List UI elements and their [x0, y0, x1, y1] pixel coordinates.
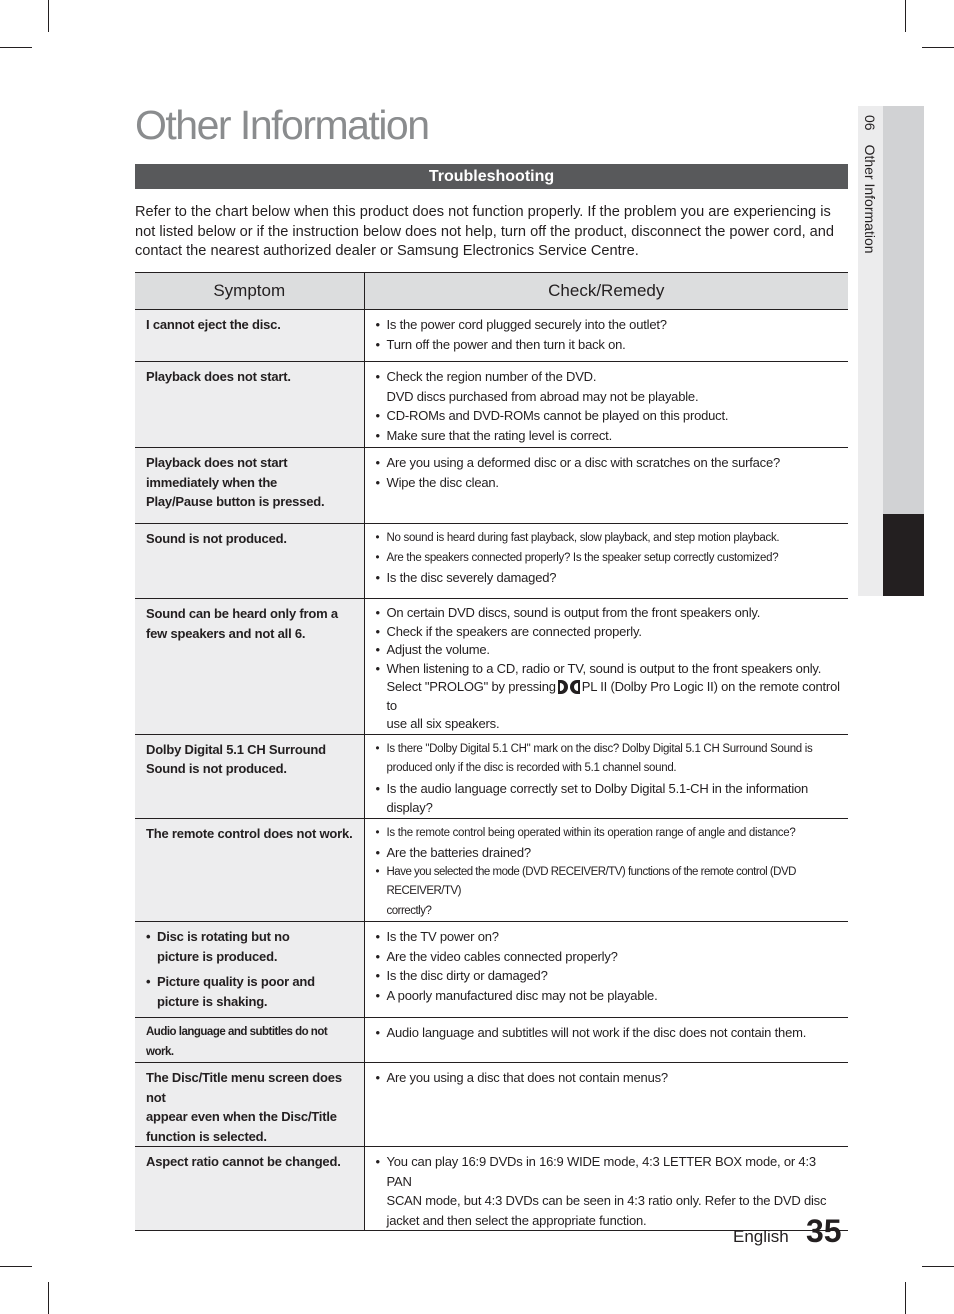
symptom-cell [135, 818, 364, 922]
remedy-item: • Wipe the disc clean. [376, 473, 843, 493]
remedy-item: • No sound is heard during fast playback, slow playback, and step motion playback. [376, 529, 843, 549]
table-row [135, 1018, 848, 1063]
symptom-cell [135, 1018, 364, 1063]
remedy-item: • Is the TV power on? [376, 927, 843, 947]
remedy-item: • Adjust the volume. [376, 641, 843, 660]
remedy-cell [364, 448, 848, 524]
bullet-icon: • [375, 551, 380, 564]
remedy-cell [364, 362, 848, 448]
bullet-icon: • [375, 532, 380, 544]
symptom-cell [135, 310, 364, 362]
symptom-cell [135, 734, 364, 818]
bullet-icon: • [375, 570, 380, 585]
bullet-icon: • [375, 968, 380, 983]
bullet-icon: • [375, 660, 380, 676]
remedy-cell [364, 818, 848, 922]
remedy-item: • Is the remote control being operated within its operation range of angle and distance? [376, 824, 843, 844]
bullet-icon: • [375, 455, 380, 470]
symptom-text: Dolby Digital 5.1 CH Surround [146, 741, 326, 757]
symptom-text: Sound is not produced. [146, 761, 287, 776]
bullet-icon: • [375, 1025, 380, 1040]
table-row [135, 734, 848, 818]
remedy-item: • CD-ROMs and DVD-ROMs cannot be played on this product. [376, 406, 843, 426]
remedy-item: • Make sure that the rating level is correct. [376, 426, 843, 446]
bullet-icon: • [375, 408, 380, 423]
remedy-item: • Is the power cord plugged securely into the outlet? [376, 315, 843, 335]
symptom-text: Aspect ratio cannot be changed. [146, 1154, 341, 1169]
chapter-label: Other Information [862, 144, 878, 254]
crop-mark [905, 0, 906, 32]
troubleshooting-table [135, 272, 848, 1231]
remedy-cell [364, 1063, 848, 1147]
footer-language: English [733, 1227, 789, 1246]
crop-mark [905, 1282, 906, 1314]
remedy-item: • Are the batteries drained? [376, 843, 843, 863]
bullet-icon: • [146, 974, 151, 989]
symptom-list-item: • Picture quality is poor and picture is shaking. [146, 974, 315, 1009]
remedy-item: • Turn off the power and then turn it back on. [376, 335, 843, 355]
bullet-icon: • [375, 369, 380, 384]
symptom-text: Playback does not start. [146, 369, 291, 384]
table-row [135, 310, 848, 362]
page-number: 35 [806, 1213, 842, 1249]
symptom-text: Playback does not start [146, 455, 288, 470]
remedy-item: • Check if the speakers are connected properly. [376, 623, 843, 642]
symptom-text: The remote control does not work. [146, 825, 353, 841]
remedy-item: • Is the audio language correctly set to Dolby Digital 5.1-CH in the information display? [375, 780, 809, 815]
remedy-item: • A poorly manufactured disc may not be playable. [376, 986, 843, 1006]
remedy-item: • Audio language and subtitles will not work if the disc does not contain them. [376, 1023, 843, 1043]
intro-paragraph: Refer to the chart below when this product does not function properly. If the problem you are experiencing is not listed below or if the instruction below does not help, turn off the product, disconnect the power cord, and contact the nearest authorized dealer or Samsung Electronics Service Centre. [135, 204, 835, 260]
symptom-text: I cannot eject the disc. [146, 317, 281, 332]
symptom-cell [135, 448, 364, 524]
bullet-icon: • [146, 929, 151, 944]
crop-mark [0, 1266, 32, 1267]
table-row [135, 922, 848, 1018]
symptom-cell [135, 922, 364, 1018]
symptom-text: few speakers and not all 6. [146, 625, 306, 641]
remedy-item: • Are the video cables connected properly? [376, 947, 843, 967]
bullet-icon: • [375, 742, 380, 755]
bullet-icon: • [375, 474, 380, 490]
remedy-item: • You can play 16:9 DVDs in 16:9 WIDE mode, 4:3 LETTER BOX mode, or 4:3 PAN SCAN mode, but 4:3 DVDs can be seen in 4:3 ratio only. Refer to the DVD disc jacket and then select the appropriate function. [375, 1154, 827, 1228]
symptom-text: Audio language and subtitles do not work. [146, 1026, 328, 1058]
page-title: Other Information [135, 102, 429, 148]
table-row [135, 1063, 848, 1147]
bullet-icon: • [375, 642, 380, 657]
table-row [135, 599, 848, 735]
table-row [135, 818, 848, 922]
remedy-item: • Check the region number of the DVD. DVD discs purchased from abroad may not be playable. [375, 369, 699, 404]
remedy-item: • Are you using a disc that does not contain menus? [376, 1068, 843, 1088]
symptom-cell [135, 599, 364, 735]
remedy-cell [364, 1018, 848, 1063]
table-row [135, 362, 848, 448]
symptom-text: function is selected. [146, 1128, 267, 1144]
symptom-list-item: • Disc is rotating but no picture is produced. [146, 929, 290, 964]
crop-mark [0, 47, 32, 48]
bullet-icon: • [375, 826, 380, 839]
bullet-icon: • [375, 427, 380, 443]
symptom-header: Symptom [135, 273, 364, 310]
symptom-text: Sound is not produced. [146, 531, 287, 546]
remedy-item: • Is there "Dolby Digital 5.1 CH" mark on the disc? Dolby Digital 5.1 CH Surround Sound is produced only if the disc is recorded with 5.1 channel sound. [376, 740, 843, 779]
bullet-icon: • [375, 865, 380, 878]
symptom-text: immediately when the [146, 474, 278, 490]
remedy-cell [364, 922, 848, 1018]
remedy-cell [364, 734, 848, 818]
remedy-cell [364, 310, 848, 362]
remedy-item: • Are the speakers connected properly? Is the speaker setup correctly customized? [376, 549, 843, 569]
chapter-number: 06 [862, 115, 878, 131]
symptom-cell [135, 1063, 364, 1147]
section-heading: Troubleshooting [135, 164, 848, 189]
table-row [135, 524, 848, 599]
symptom-cell [135, 524, 364, 599]
table-header-row [135, 273, 848, 310]
symptom-text: appear even when the Disc/Title [146, 1109, 337, 1124]
bullet-icon: • [375, 1154, 380, 1169]
crop-mark [48, 0, 49, 32]
table-row [135, 448, 848, 524]
bullet-icon: • [375, 317, 380, 332]
crop-mark [48, 1282, 49, 1314]
remedy-cell [364, 524, 848, 599]
bullet-icon: • [375, 623, 380, 639]
bullet-icon: • [375, 948, 380, 964]
table-row [135, 1147, 848, 1231]
crop-mark [922, 1266, 954, 1267]
remedy-item: • Is the disc dirty or damaged? [376, 966, 843, 986]
symptom-text: Play/Pause button is pressed. [146, 494, 325, 509]
remedy-item: • Are you using a deformed disc or a disc with scratches on the surface? [376, 453, 843, 473]
remedy-item: • Is the disc severely damaged? [376, 568, 843, 588]
bullet-icon: • [375, 929, 380, 944]
side-tab-marker [883, 514, 924, 596]
remedy-item: • Have you selected the mode (DVD RECEIVER/TV) functions of the remote control (DVD RECEIVER/TV) correctly? [376, 863, 843, 922]
bullet-icon: • [375, 987, 380, 1003]
remedy-header: Check/Remedy [364, 273, 848, 310]
remedy-cell [364, 1147, 848, 1231]
bullet-icon: • [375, 605, 380, 620]
bullet-icon: • [375, 845, 380, 860]
crop-mark [922, 47, 954, 48]
bullet-icon: • [375, 336, 380, 352]
bullet-icon: • [375, 1070, 380, 1085]
symptom-text: The Disc/Title menu screen does not [146, 1070, 342, 1105]
remedy-cell [364, 599, 848, 735]
symptom-cell [135, 1147, 364, 1231]
bullet-icon: • [375, 780, 380, 796]
side-tab-text [862, 115, 878, 254]
dolby-double-d-icon [558, 680, 580, 694]
remedy-item: • On certain DVD discs, sound is output from the front speakers only. [376, 604, 843, 623]
remedy-item: • When listening to a CD, radio or TV, sound is output to the front speakers only. Select "PROLOG" by pressing PL II (Dolby Pro Logic II) on the remote control to use all six speakers. [375, 660, 840, 731]
symptom-text: Sound can be heard only from a [146, 606, 338, 621]
symptom-cell [135, 362, 364, 448]
